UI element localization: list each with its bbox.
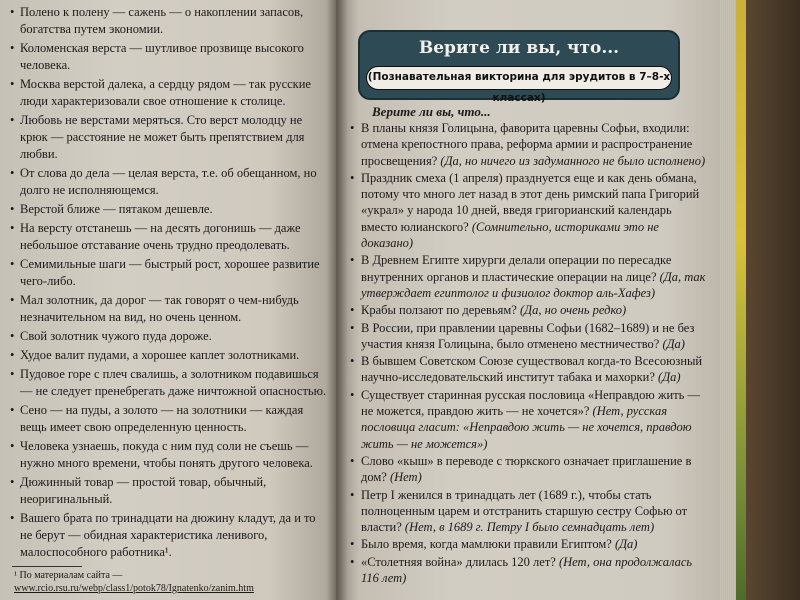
quiz-answer: (Нет) [389,470,422,485]
quiz-answer: (Да, но очень редко) [519,303,627,318]
proverb-item: • Верстой ближе — пятаком дешевле. [10,201,330,218]
quiz-question: Было время, когда мамлюки правили Египтом? [361,537,615,552]
quiz-item [350,536,706,552]
quiz-intro: Верите ли вы, что... [372,104,491,119]
quiz-item [350,487,706,536]
proverb-item: • На версту отстанешь — на десять догонишь — даже небольшое отставание очень трудно преодолевать. [10,220,330,254]
quiz-answer: (Да, так утверждает египтолог и физиолог доктор аль-Хафез) [361,269,706,300]
proverb-item: • Вашего брата по тринадцати на дюжину кладут, да и то не берут — обидная характеристика ленивого, малоспособного работника¹. [10,510,330,561]
proverb-item: • Дюжинный товар — простой товар, обычный, неоригинальный. [10,474,330,508]
proverb-item: • Семимильные шаги — быстрый рост, хорошее развитие чего-либо. [10,256,330,290]
quiz-question: Крабы ползают по деревьям? [361,303,520,318]
proverb-item: • Москва верстой далека, а сердцу рядом — так русские люди характеризовали свое отношение к столице. [10,76,330,110]
quiz-question: В планы князя Голицына, фаворита царевны Софьи, входили: отмена крепостного права, реформа армии и распространение просвещения? [361,121,693,168]
quiz-answer: (Нет, в 1689 г. Петру I было семнадцать лет) [404,520,655,535]
table-surface [746,0,800,600]
quiz-item [350,302,706,318]
proverb-item: • От слова до дела — целая верста, т.е. об обещанном, но долго не исполняющемся. [10,165,330,199]
proverb-item: • Пудовое горе с плеч свалишь, а золотником подавишься — не следует пренебрегать даже ничтожной опасностью. [10,366,330,400]
proverb-item: • Мал золотник, да дорог — так говорят о чем-нибудь незначительном на вид, но очень ценном. [10,292,330,326]
proverb-item: • Коломенская верста — шутливое прозвище высокого человека. [10,40,330,74]
book-spine-shadow [326,0,348,600]
quiz-item [350,120,706,169]
quiz-question: В бывшем Советском Союзе существовал когда-то Всесоюзный научно-исследовательский институт табака и махорки? [361,354,703,385]
proverb-item: • Свой золотник чужого пуда дороже. [10,328,330,345]
quiz-answer: (Да, но ничего из задуманного не было исполнено) [440,153,706,168]
quiz-question: «Столетняя война» длилась 120 лет? [361,554,559,569]
quiz-answer: (Сомнительно, историками это не доказано) [361,219,659,251]
quiz-question: Слово «кыш» в переводе с тюркского означает приглашение в дом? [361,453,692,485]
proverb-item: • Сено — на пуды, а золото — на золотники — каждая вещь имеет свою определенную ценность. [10,402,330,436]
right-page [336,0,720,600]
proverb-item: • Любовь не верстами меряться. Сто верст молодцу не крюк — расстояние не может быть препятствием для любви. [10,112,330,163]
footnote [14,569,332,595]
quiz-item [350,554,706,587]
footnote-link[interactable]: www.rcio.rsu.ru/webp/class1/potok78/Ignatenko/zanim.htm [14,583,254,594]
quiz-question: Петр I женился в тринадцать лет (1689 г.), чтобы стать полноценным царем и отстранить старшую сестру Софью от власти? [361,487,688,535]
left-page [0,0,336,600]
quiz-answer: (Нет, она продолжалась 116 лет) [361,554,693,586]
quiz-item [350,387,706,452]
quiz-item [350,320,706,353]
quiz-subtitle: (Познавательная викторина для эрудитов в 7–8-х классах) [366,66,672,90]
left-proverb-list [0,0,336,561]
quiz-question: Существует старинная русская пословица «Неправдою жить — не можется, правдою жить — не хочется»? [361,387,700,419]
quiz-answer: (Да) [614,537,638,552]
quiz-header [358,30,680,104]
footnote-prefix: ¹ По материалам сайта — [14,570,123,581]
quiz-question-list [350,120,706,587]
proverb-item: • Человека узнаешь, покуда с ним пуд соли не съешь — нужно много времени, чтобы понять другого человека. [10,438,330,472]
proverb-item: • Полено к полену — сажень — о накоплении запасов, богатства путем экономии. [10,4,330,38]
quiz-question: В России, при правлении царевны Софьи (1682–1689) и не без участия князя Голицына, было отменено местничество? [361,320,695,351]
quiz-item [350,353,706,386]
quiz-title: Верите ли вы, что... [418,38,620,58]
quiz-question: В Древнем Египте хирурги делали операции по пересадке внутренних органов и пластические операции на лице? [361,253,672,284]
quiz-item [350,252,706,301]
quiz-question: Праздник смеха (1 апреля) празднуется еще и как день обмана, потому что много лет назад в этот день римский папа Григорий «украл» у народа 10 дней, введя григорианский календарь вместо юлианского? [361,170,700,234]
quiz-item [350,453,706,486]
quiz-answer: (Да) [658,370,681,385]
quiz-answer: (Да) [662,336,685,351]
proverb-item: • Худое валит пудами, а хорошее каплет золотниками. [10,347,330,364]
quiz-answer: (Нет, русская пословица гласит: «Неправдою жить — не хочется, правдою жить — не можется») [361,404,692,451]
quiz-item [350,170,706,251]
book-cover-edge [736,0,746,600]
footnote-rule [12,566,82,567]
